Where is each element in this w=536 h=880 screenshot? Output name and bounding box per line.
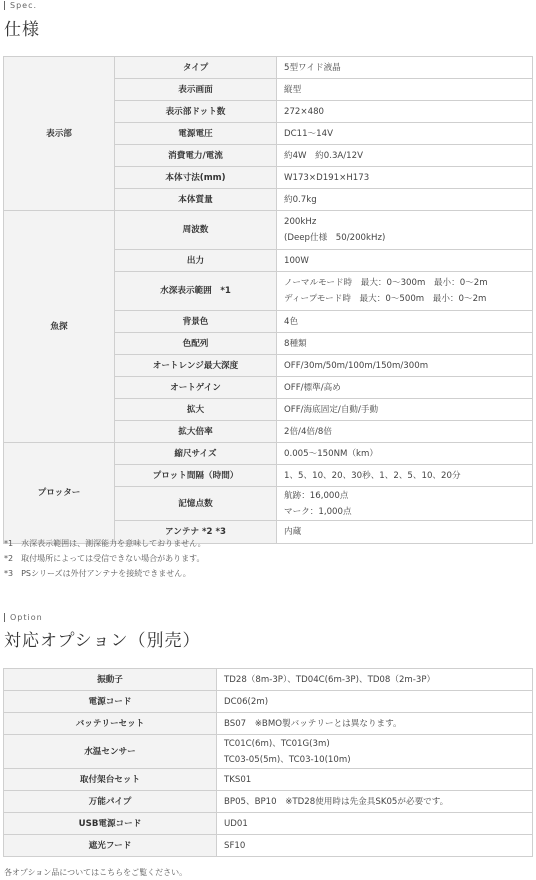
spec-note: *2 取付場所によっては受信できない場合があります。 bbox=[4, 554, 205, 563]
value-line: W173×D191×H173 bbox=[284, 172, 370, 183]
option-header: 電源コード bbox=[4, 691, 217, 713]
option-header: 万能パイプ bbox=[4, 791, 217, 813]
table-row bbox=[4, 735, 533, 769]
option-value bbox=[217, 691, 533, 713]
spec-header: アンテナ *2 *3 bbox=[115, 521, 277, 544]
spec-value bbox=[277, 311, 533, 333]
spec-note: *3 PSシリーズは外付アンテナを接続できません。 bbox=[4, 569, 191, 578]
spec-table bbox=[3, 56, 533, 544]
spec-value bbox=[277, 465, 533, 487]
value-line: 200kHz bbox=[284, 217, 317, 227]
spec-value bbox=[277, 167, 533, 189]
spec-note: *1 水深表示範囲は、測深能力を意味しておりません。 bbox=[4, 539, 206, 548]
spec-value bbox=[277, 377, 533, 399]
value-line: OFF/30m/50m/100m/150m/300m bbox=[284, 360, 429, 371]
spec-header: 本体質量 bbox=[115, 189, 277, 211]
option-value bbox=[217, 769, 533, 791]
table-row bbox=[4, 769, 533, 791]
spec-value bbox=[277, 123, 533, 145]
value-line: BP05、BP10 ※TD28使用時は先金具SK05が必要です。 bbox=[224, 796, 449, 807]
value-line: OFF/標準/高め bbox=[284, 382, 341, 393]
option-header: バッテリーセット bbox=[4, 713, 217, 735]
spec-header: 周波数 bbox=[115, 211, 277, 250]
spec-value bbox=[277, 250, 533, 272]
option-header: USB電源コード bbox=[4, 813, 217, 835]
spec-header: 消費電力/電流 bbox=[115, 145, 277, 167]
spec-value bbox=[277, 487, 533, 521]
value-line: TD28（8m-3P）、TD04C(6m-3P)、TD08（2m-3P） bbox=[224, 674, 436, 685]
spec-section-title: 仕様 bbox=[4, 20, 40, 40]
value-line: OFF/海底固定/自動/手動 bbox=[284, 404, 379, 415]
option-value bbox=[217, 813, 533, 835]
option-section-label: Option bbox=[4, 613, 43, 622]
value-line: DC11～14V bbox=[284, 128, 333, 139]
table-row bbox=[4, 791, 533, 813]
table-row bbox=[4, 211, 533, 250]
spec-value bbox=[277, 145, 533, 167]
option-value bbox=[217, 735, 533, 769]
value-line: マーク：1,000点 bbox=[284, 506, 352, 517]
spec-header: 記憶点数 bbox=[115, 487, 277, 521]
spec-value bbox=[277, 521, 533, 544]
value-line: 航跡：16,000点 bbox=[284, 490, 349, 501]
value-line: 4色 bbox=[284, 316, 299, 327]
table-row bbox=[4, 713, 533, 735]
value-line: 272×480 bbox=[284, 106, 325, 117]
option-footer-note: 各オプション品についてはこちらをご覧ください。 bbox=[4, 868, 188, 877]
spec-value bbox=[277, 189, 533, 211]
option-value bbox=[217, 791, 533, 813]
value-line: SF10 bbox=[224, 840, 246, 851]
spec-value bbox=[277, 211, 533, 250]
spec-value bbox=[277, 333, 533, 355]
value-line: DC06(2m) bbox=[224, 696, 269, 707]
option-header: 遮光フード bbox=[4, 835, 217, 857]
spec-header: 縮尺サイズ bbox=[115, 443, 277, 465]
spec-value bbox=[277, 443, 533, 465]
value-line: 内蔵 bbox=[284, 527, 302, 537]
spec-value bbox=[277, 272, 533, 311]
spec-header: 拡大倍率 bbox=[115, 421, 277, 443]
spec-header: 色配列 bbox=[115, 333, 277, 355]
value-line: ノーマルモード時 最大：0～300m 最小：0～2m bbox=[284, 278, 488, 288]
table-row bbox=[4, 835, 533, 857]
option-value bbox=[217, 669, 533, 691]
table-row bbox=[4, 443, 533, 465]
group-label: プロッター bbox=[4, 443, 115, 544]
spec-header: タイプ bbox=[115, 57, 277, 79]
spec-header: 水深表示範囲 *1 bbox=[115, 272, 277, 311]
spec-header: 背景色 bbox=[115, 311, 277, 333]
spec-notes bbox=[4, 536, 206, 581]
spec-header: プロット間隔（時間） bbox=[115, 465, 277, 487]
value-line: BS07 ※BMO製バッテリーとは異なります。 bbox=[224, 718, 402, 729]
value-line: 約0.7kg bbox=[284, 194, 317, 205]
spec-header: 電源電圧 bbox=[115, 123, 277, 145]
spec-value bbox=[277, 57, 533, 79]
spec-header: オートゲイン bbox=[115, 377, 277, 399]
value-line: (Deep仕様 50/200kHz) bbox=[284, 233, 386, 243]
value-line: UD01 bbox=[224, 818, 248, 829]
value-line: 100W bbox=[284, 255, 309, 266]
spec-value bbox=[277, 101, 533, 123]
option-value bbox=[217, 835, 533, 857]
value-line: ディープモード時 最大：0～500m 最小：0～2m bbox=[284, 294, 487, 304]
option-section-title: 対応オプション（別売） bbox=[4, 631, 201, 651]
table-row bbox=[4, 813, 533, 835]
option-header: 振動子 bbox=[4, 669, 217, 691]
value-line: 2倍/4倍/8倍 bbox=[284, 426, 332, 437]
value-line: TC01C(6m)、TC01G(3m) bbox=[224, 738, 330, 749]
option-header: 取付架台セット bbox=[4, 769, 217, 791]
value-line: TKS01 bbox=[224, 774, 252, 785]
value-line: 約4W 約0.3A/12V bbox=[284, 150, 364, 161]
spec-header: 拡大 bbox=[115, 399, 277, 421]
value-line: 1、5、10、20、30秒、1、2、5、10、20分 bbox=[284, 470, 461, 481]
table-row bbox=[4, 691, 533, 713]
table-row bbox=[4, 669, 533, 691]
spec-value bbox=[277, 399, 533, 421]
spec-header: 表示部ドット数 bbox=[115, 101, 277, 123]
option-header: 水温センサー bbox=[4, 735, 217, 769]
spec-header: 表示画面 bbox=[115, 79, 277, 101]
value-line: 8種類 bbox=[284, 338, 307, 349]
spec-value bbox=[277, 79, 533, 101]
spec-header: 本体寸法(mm) bbox=[115, 167, 277, 189]
option-value bbox=[217, 713, 533, 735]
value-line: 5型ワイド液晶 bbox=[284, 62, 341, 73]
spec-section-label: Spec. bbox=[4, 1, 37, 10]
spec-value bbox=[277, 355, 533, 377]
spec-header: 出力 bbox=[115, 250, 277, 272]
value-line: 縦型 bbox=[284, 84, 302, 95]
table-row bbox=[4, 57, 533, 79]
group-label: 表示部 bbox=[4, 57, 115, 211]
group-label: 魚探 bbox=[4, 211, 115, 443]
spec-header: オートレンジ最大深度 bbox=[115, 355, 277, 377]
spec-value bbox=[277, 421, 533, 443]
value-line: TC03-05(5m)、TC03-10(10m) bbox=[224, 754, 351, 765]
option-table bbox=[3, 668, 533, 857]
value-line: 0.005～150NM（km） bbox=[284, 448, 378, 459]
